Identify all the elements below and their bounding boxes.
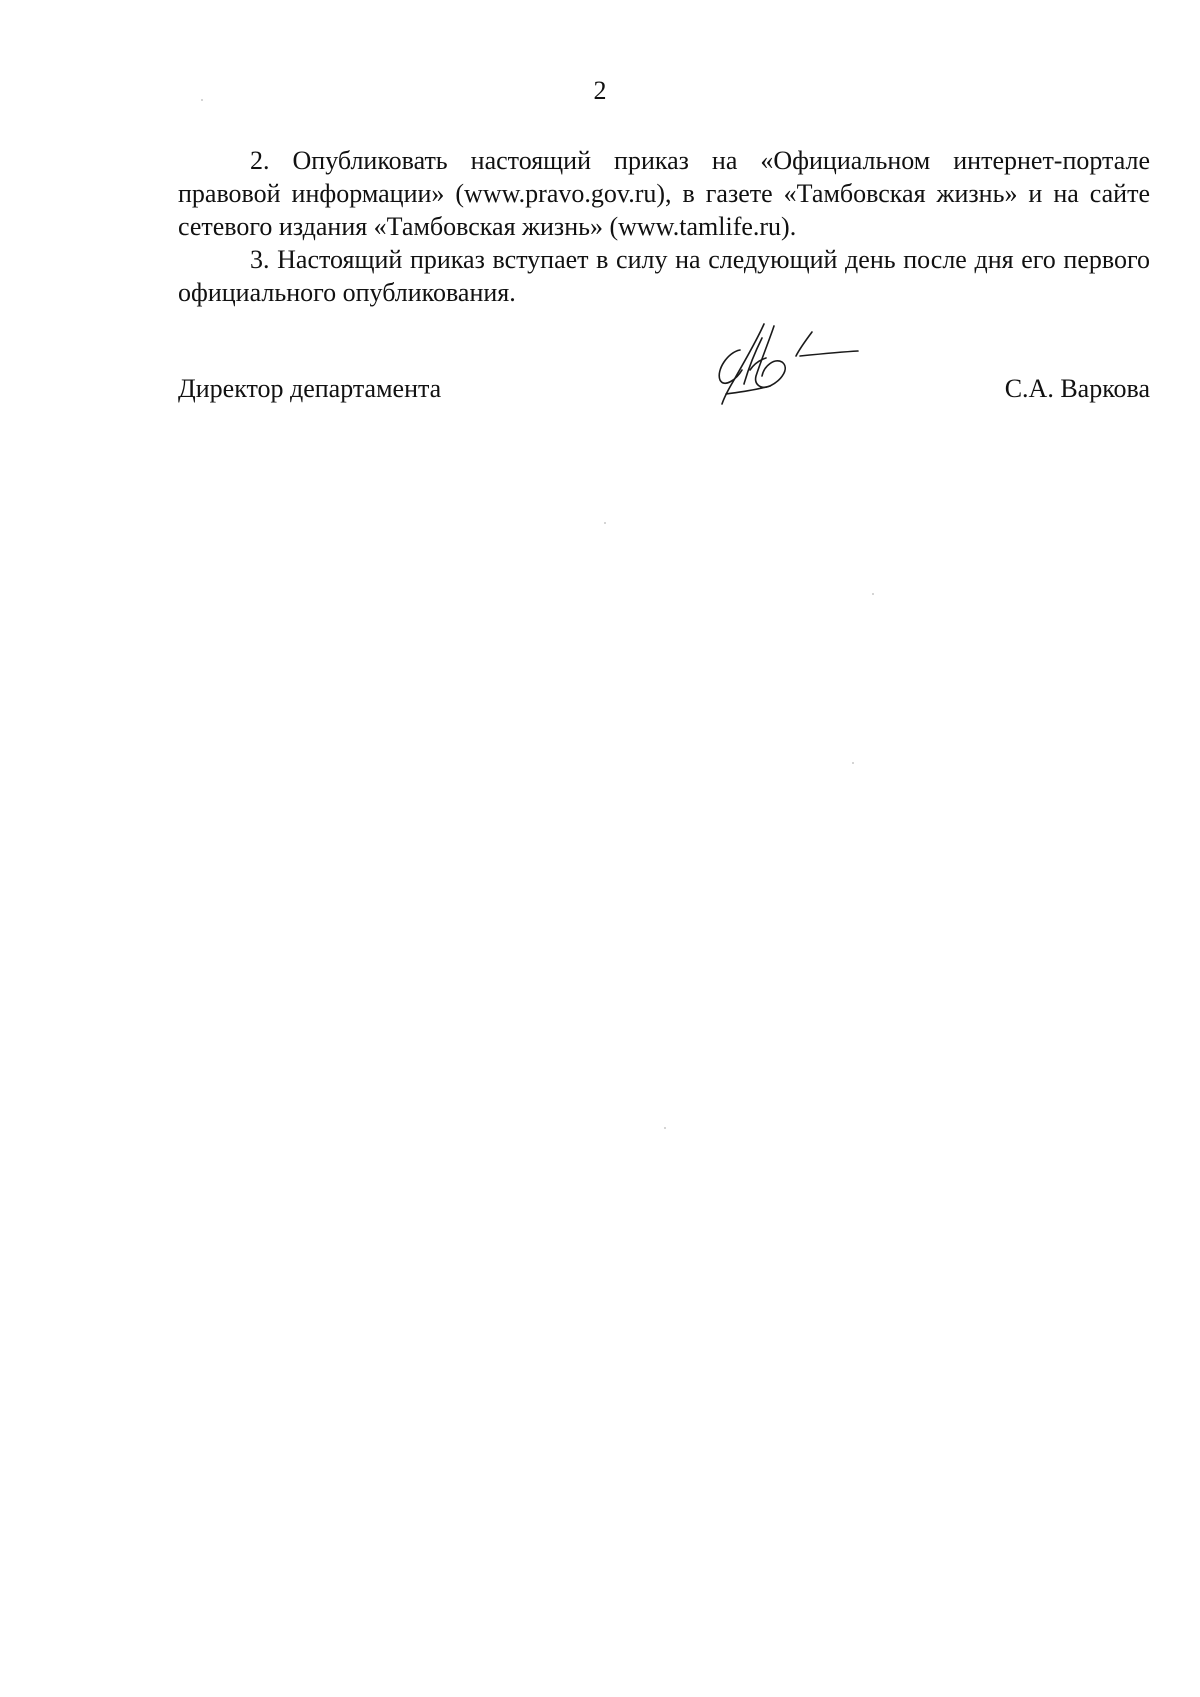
document-body — [178, 144, 1150, 309]
signer-name: С.А. Варкова — [1004, 374, 1150, 403]
scan-speck — [664, 1127, 666, 1129]
handwritten-signature-icon — [700, 318, 900, 426]
position-title: Директор департамента — [178, 374, 442, 403]
paragraph-publication: 2. Опубликовать настоящий приказ на «Официальном интернет-портале правовой информации» (www.pravo.gov.ru), в газете «Тамбовская жизнь» и на сайте сетевого издания «Тамбовская жизнь» (www.tamlife.ru). — [178, 146, 1150, 241]
scan-speck — [852, 762, 854, 764]
scan-speck — [201, 99, 203, 101]
page-number: 2 — [593, 76, 607, 105]
paragraph-effective-date: 3. Настоящий приказ вступает в силу на следующий день после дня его первого официального опубликования. — [178, 245, 1150, 307]
signature-block — [178, 372, 1150, 412]
scan-speck — [872, 593, 874, 595]
scan-speck — [604, 522, 606, 524]
